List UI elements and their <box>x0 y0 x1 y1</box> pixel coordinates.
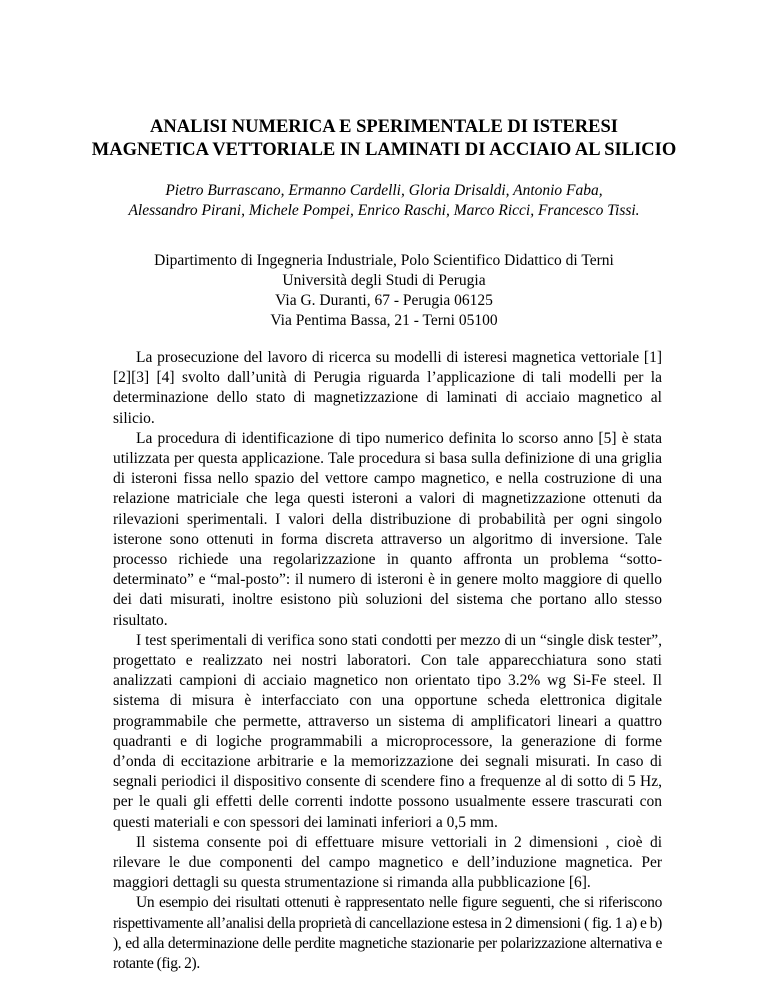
affiliation-address-perugia: Via G. Duranti, 67 - Perugia 06125 <box>275 292 493 309</box>
affiliation-university: Università degli Studi di Perugia <box>282 272 486 289</box>
paragraph-2: La procedura di identificazione di tipo numerico definita lo scorso anno [5] è stata utilizzata per questa applicazione. Tale procedura si basa sulla definizione di una griglia di isteroni fissa nello spazio del vettore campo magnetico, e nella costruzione di una relazione matriciale che lega questi isteroni a valori di magnetizzazione ottenuti da rilevazioni sperimentali. I valori della distribuzione di probabilità per ogni singolo isterone sono ottenuti in forma discreta attraverso un algoritmo di inversione. Tale processo richiede una regolarizzazione in quanto affronta un problema “sotto-determinato” e “mal-posto”: il numero di isteroni è in genere molto maggiore di quello dei dati misurati, inoltre esistono più soluzioni del sistema che portano allo stesso risultato. <box>113 429 662 629</box>
authors-line-1: Pietro Burrascano, Ermanno Cardelli, Gloria Drisaldi, Antonio Faba, <box>165 182 603 199</box>
affiliation-address-terni: Via Pentima Bassa, 21 - Terni 05100 <box>270 312 498 329</box>
paragraph-1: La prosecuzione del lavoro di ricerca su modelli di isteresi magnetica vettoriale [1][2][3] [4] svolto dall’unità di Perugia riguarda l’applicazione di tali modelli per la determinazione dello stato di magnetizzazione di laminati di acciaio magnetico al silicio. <box>113 349 662 427</box>
body-text <box>113 348 662 974</box>
title-line-2: MAGNETICA VETTORIALE IN LAMINATI DI ACCIAIO AL SILICIO <box>91 140 677 160</box>
paragraph-4: Il sistema consente poi di effettuare misure vettoriali in 2 dimensioni , cioè di rilevare le due componenti del campo magnetico e dell’induzione magnetica. Per maggiori dettagli su questa strumentazione si rimanda alla pubblicazione [6]. <box>113 833 662 892</box>
affiliation-department: Dipartimento di Ingegneria Industriale, Polo Scientifico Didattico di Terni <box>154 252 614 269</box>
author-list <box>60 181 708 221</box>
affiliation-block <box>60 251 708 331</box>
authors-line-2: Alessandro Pirani, Michele Pompei, Enrico Raschi, Marco Ricci, Francesco Tissi. <box>128 202 640 219</box>
paragraph-5: Un esempio dei risultati ottenuti è rappresentato nelle figure seguenti, che si riferiscono rispettivamente all’analisi della proprietà di cancellazione estesa in 2 dimensioni ( fig. 1 a) e b) ), ed alla determinazione delle perdite magnetiche stazionarie per polarizzazione alternativa e rotante (fig. 2). <box>113 894 662 973</box>
paragraph-3: I test sperimentali di verifica sono stati condotti per mezzo di un “single disk tester”, progettato e realizzato nei nostri laboratori. Con tale apparecchiatura sono stati analizzati campioni di acciaio magnetico non orientato tipo 3.2% wg Si-Fe steel. Il sistema di misura è interfacciato con una opportune scheda elettronica digitale programmabile che permette, attraverso un sistema di amplificatori lineari a quattro quadranti e di logiche programmabili a microprocessore, la generazione di forme d’onda di eccitazione arbitrarie e la memorizzazione dei segnali misurati. In caso di segnali periodici il dispositivo consente di scendere fino a frequenze al di sotto di 5 Hz, per le quali gli effetti delle correnti indotte possono usualmente essere trascurati con questi materiali e con spessori dei laminati inferiori a 0,5 mm. <box>113 631 662 831</box>
title-line-1: ANALISI NUMERICA E SPERIMENTALE DI ISTERESI <box>150 117 618 137</box>
paper-title <box>60 116 708 162</box>
